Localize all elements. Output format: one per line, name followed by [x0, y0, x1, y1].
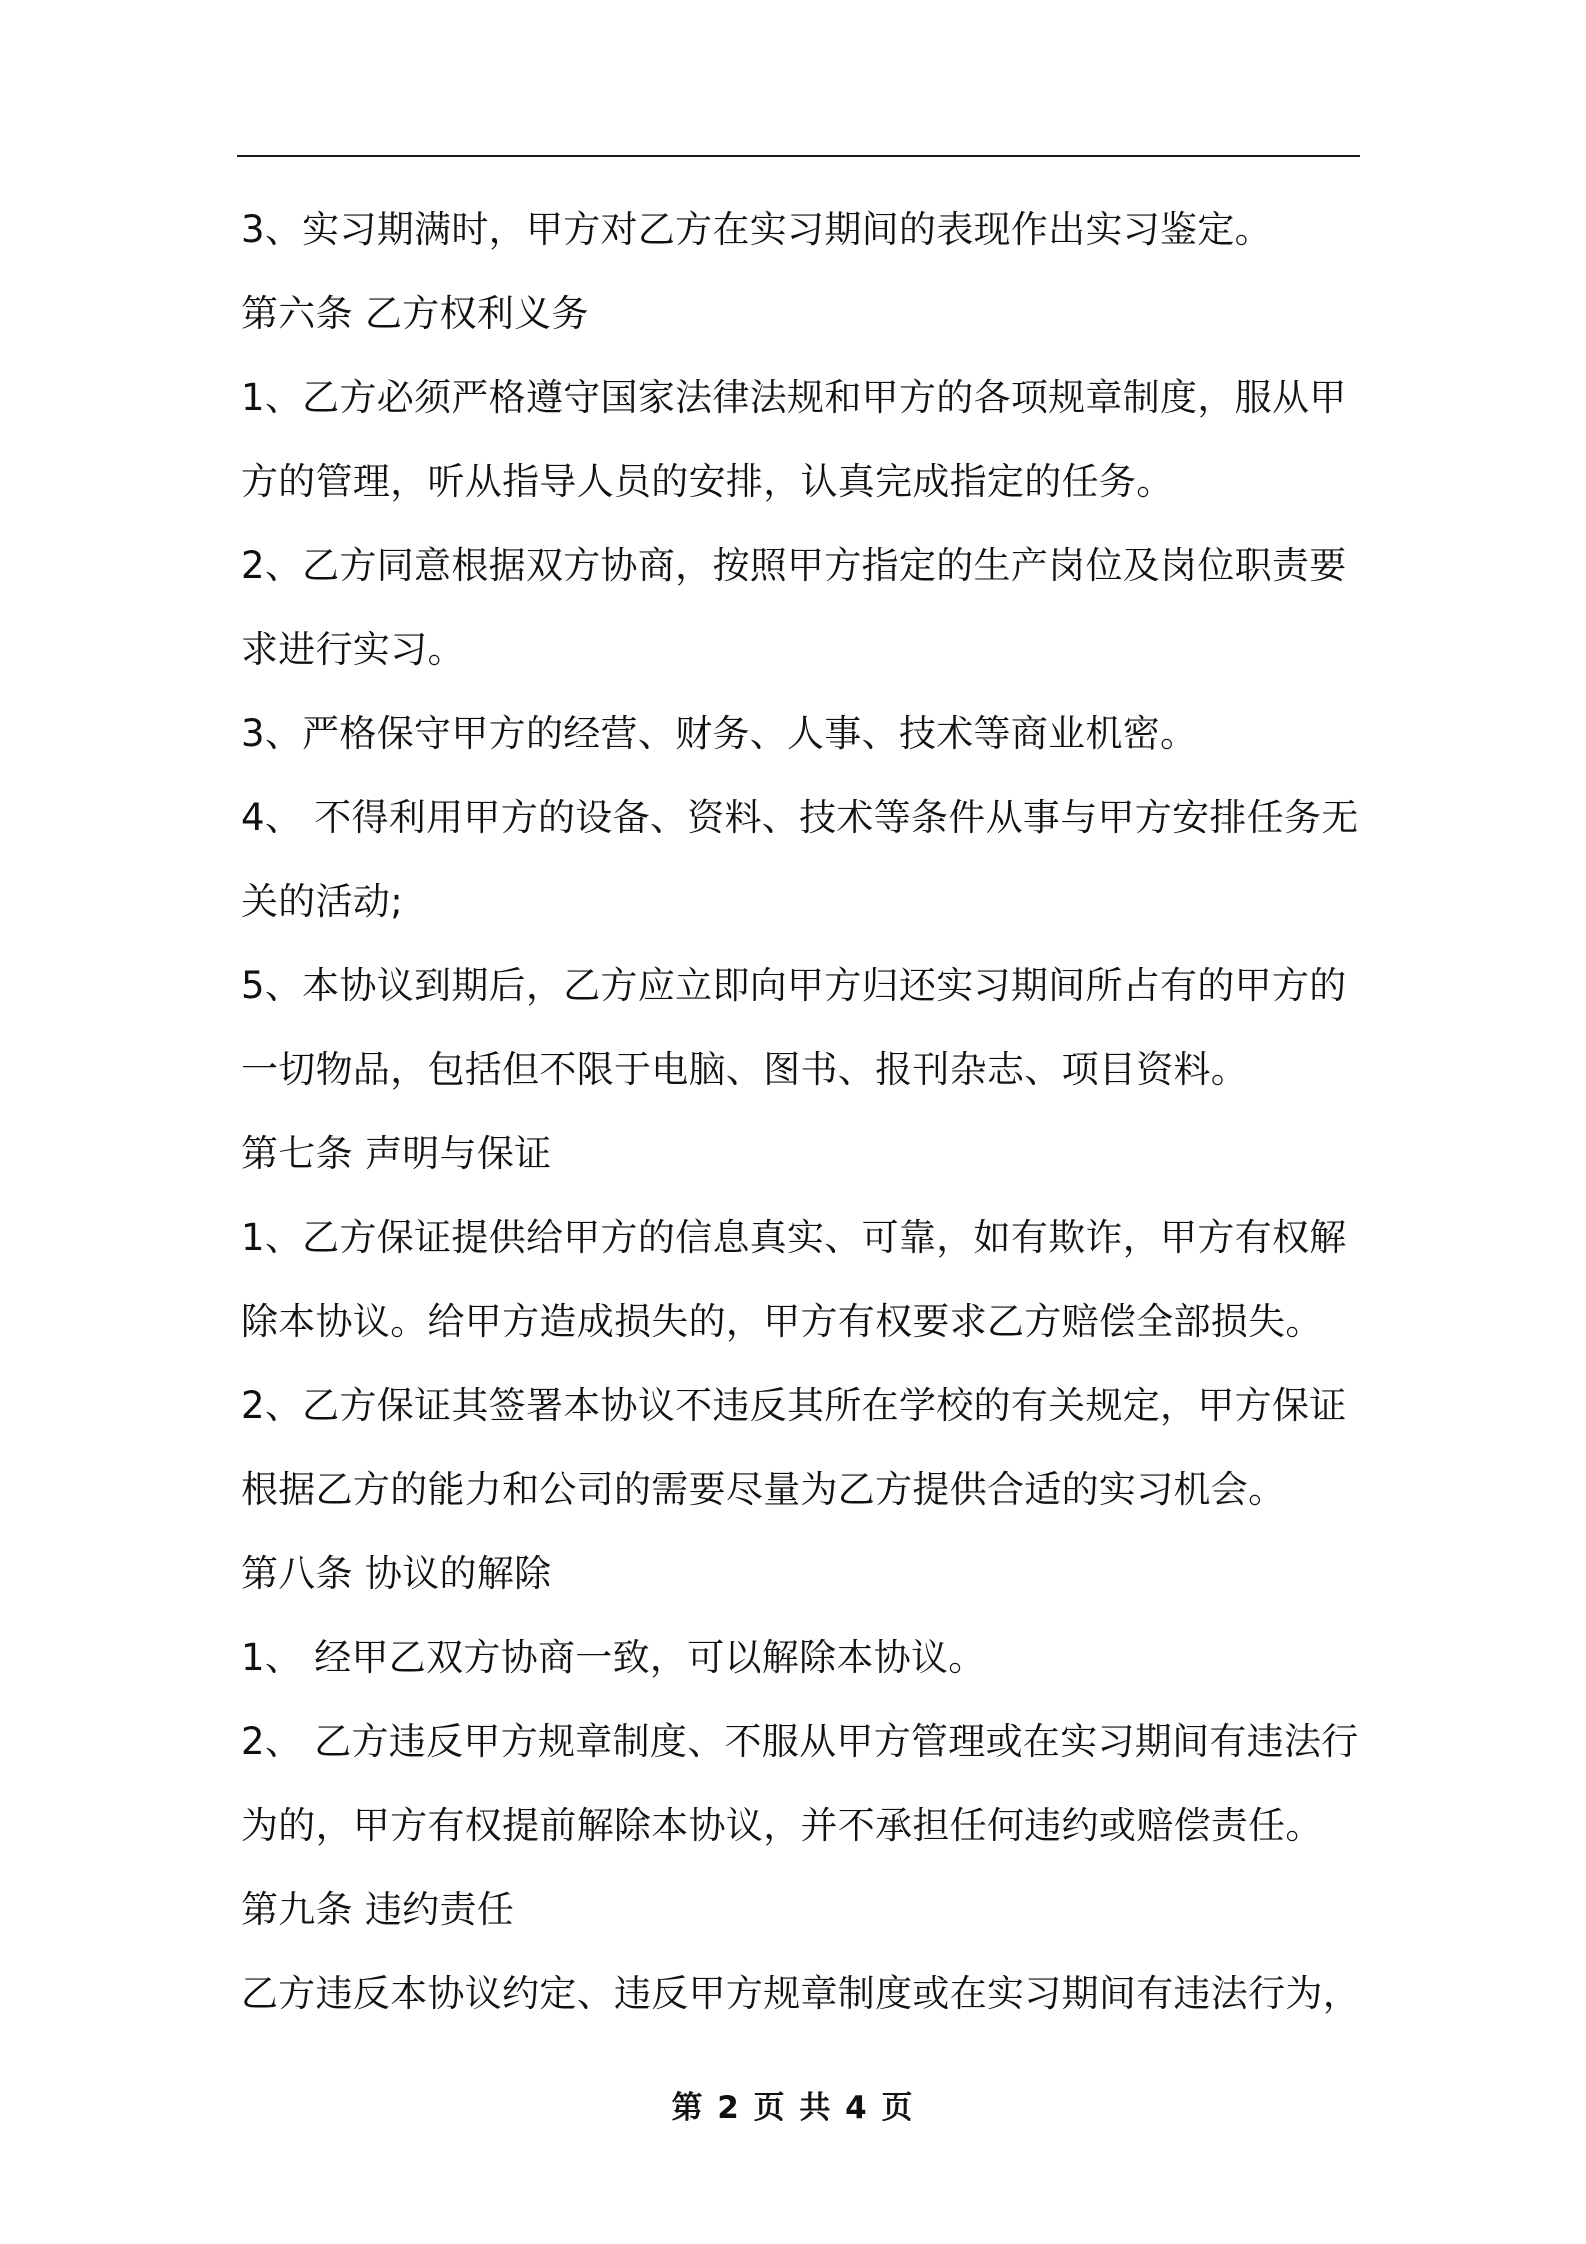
text-line: 根据乙方的能力和公司的需要尽量为乙方提供合适的实习机会。 [241, 1468, 1286, 1511]
text-line: 方的管理，听从指导人员的安排，认真完成指定的任务。 [241, 460, 1174, 503]
section-heading: 第七条 声明与保证 [241, 1132, 552, 1175]
text-line: 2、乙方同意根据双方协商，按照甲方指定的生产岗位及岗位职责要 [241, 544, 1347, 587]
text-line: 3、实习期满时，甲方对乙方在实习期间的表现作出实习鉴定。 [241, 208, 1272, 251]
text-line: 3、严格保守甲方的经营、财务、人事、技术等商业机密。 [241, 712, 1198, 755]
section-heading: 第八条 协议的解除 [241, 1552, 552, 1595]
section-heading: 第九条 违约责任 [241, 1888, 515, 1931]
section-heading: 第六条 乙方权利义务 [241, 292, 589, 335]
page-number-footer: 第 2 页 共 4 页 [671, 2090, 915, 2126]
text-line: 一切物品，包括但不限于电脑、图书、报刊杂志、项目资料。 [241, 1048, 1249, 1091]
text-line: 为的，甲方有权提前解除本协议，并不承担任何违约或赔偿责任。 [241, 1804, 1323, 1847]
text-line: 1、乙方必须严格遵守国家法律法规和甲方的各项规章制度，服从甲 [241, 376, 1347, 419]
text-line: 除本协议。给甲方造成损失的，甲方有权要求乙方赔偿全部损失。 [241, 1300, 1323, 1343]
text-line: 2、乙方保证其签署本协议不违反其所在学校的有关规定，甲方保证 [241, 1384, 1347, 1427]
header-rule [237, 155, 1360, 157]
text-line: 4、 不得利用甲方的设备、资料、技术等条件从事与甲方安排任务无 [241, 796, 1359, 839]
text-line: 1、 经甲乙双方协商一致，可以解除本协议。 [241, 1636, 986, 1679]
text-line: 乙方违反本协议约定、违反甲方规章制度或在实习期间有违法行为， [241, 1972, 1360, 2015]
text-line: 关的活动; [241, 880, 403, 923]
text-line: 求进行实习。 [241, 628, 465, 671]
text-line: 5、本协议到期后，乙方应立即向甲方归还实习期间所占有的甲方的 [241, 964, 1347, 1007]
text-line: 2、 乙方违反甲方规章制度、不服从甲方管理或在实习期间有违法行 [241, 1720, 1359, 1763]
text-line: 1、乙方保证提供给甲方的信息真实、可靠，如有欺诈，甲方有权解 [241, 1216, 1347, 1259]
document-body [241, 188, 1365, 2036]
